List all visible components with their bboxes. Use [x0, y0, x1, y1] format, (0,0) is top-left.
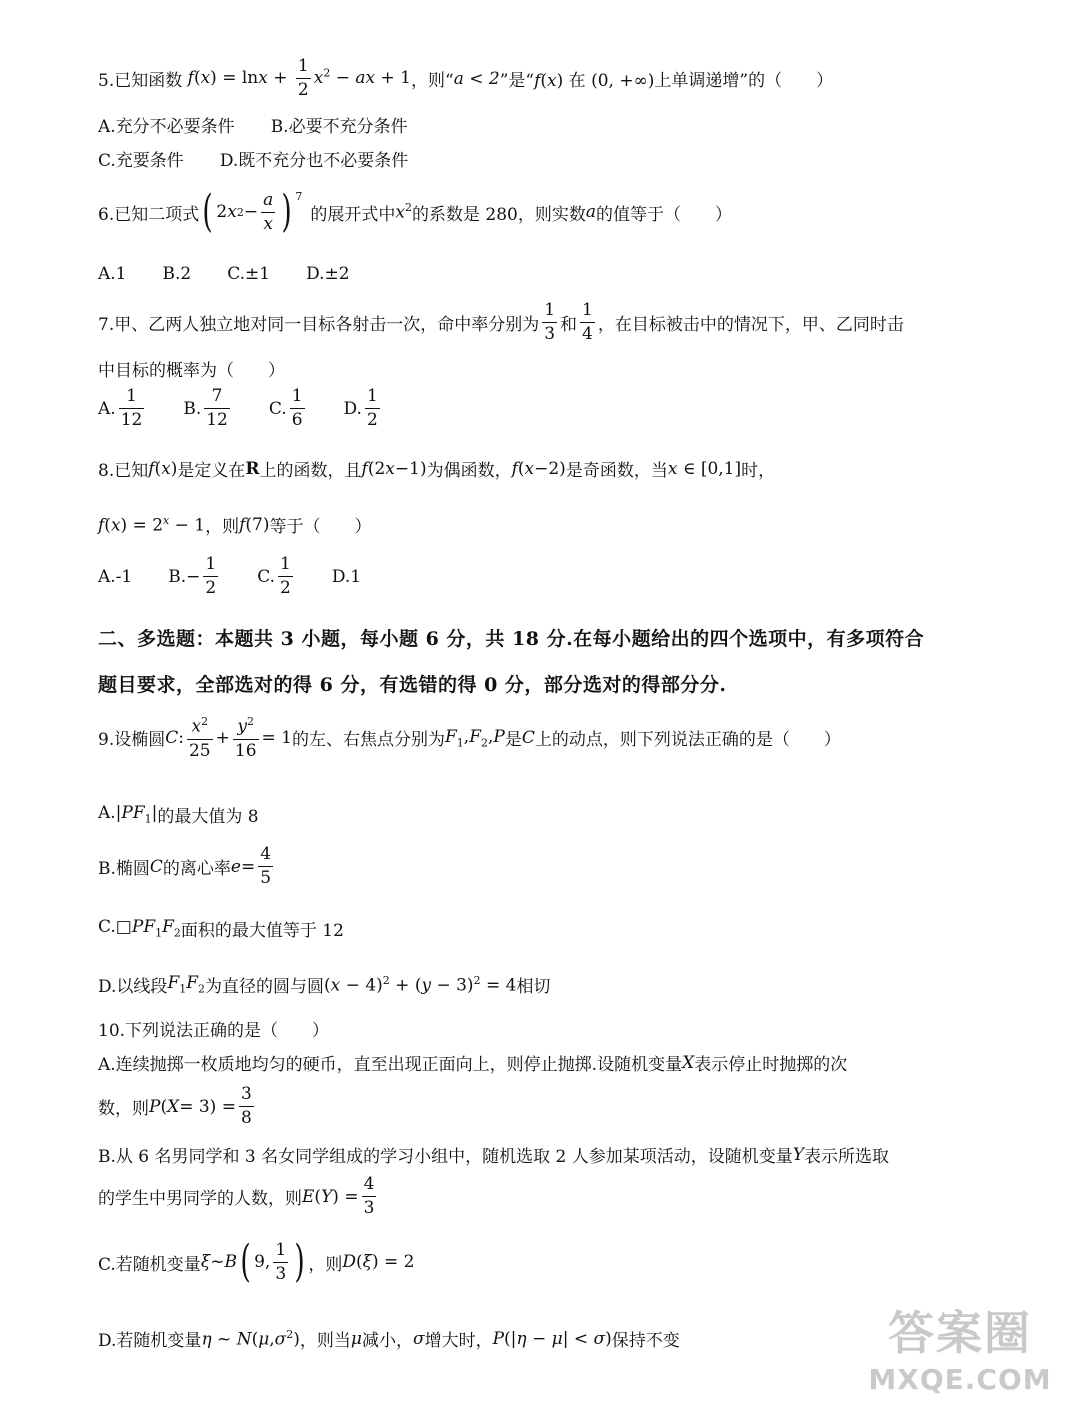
q10-d-text: D.若随机变量 [98, 1331, 202, 1351]
q7-prefix: 7.甲、乙两人独立地对同一目标各射击一次，命中率分别为 [98, 315, 540, 335]
q10-a-text2: 数，则 [98, 1099, 149, 1119]
q10-b-text1b: 表示所选取 [804, 1147, 889, 1167]
q5-mid: ，则“ [411, 71, 454, 91]
q8-options [98, 556, 397, 597]
q5-formula: f(x) = lnx + $\frac{1}{2}$ $x^2$ − ax + 1 [187, 56, 411, 100]
q10-c-text: C.若随机变量 [98, 1254, 201, 1275]
q7-frac-1-4: $\frac{1}{4}$ [582, 300, 593, 344]
q8-stem [98, 456, 775, 481]
q7-option-d[interactable]: D. $\frac{1}{2}$ [343, 386, 378, 430]
q9-option-c[interactable] [98, 916, 344, 941]
q8-f2x1: f(2x−1) [361, 458, 427, 479]
q6-option-b[interactable]: B.2 [162, 264, 192, 284]
section2-heading-2 [98, 670, 727, 697]
q9-c-formula: $C.□PF_1F_2$ [98, 917, 181, 940]
q8-prefix: 8.已知 [98, 461, 149, 481]
watermark-logo [860, 1297, 1060, 1397]
q8-t3: 为偶函数， [426, 461, 512, 481]
q8-f7: f(7) [239, 514, 270, 535]
q7-line2-text: 中目标的概率为（ ） [98, 361, 285, 381]
q6-formula: ( 2 x 2 − $\frac{a}{x}$ ) $^7$ [202, 186, 303, 237]
q6-x2: $x^2$ [395, 201, 412, 223]
q9-c-text: 面积的最大值等于 12 [180, 921, 344, 941]
q10-b-text2: 的学生中男同学的人数，则 [98, 1189, 302, 1209]
q9-C: C [521, 727, 535, 748]
q10-c-text2: ，则 [308, 1254, 343, 1275]
q7-options [98, 388, 419, 429]
q5-option-d[interactable]: D.既不充分也不必要条件 [219, 151, 409, 171]
q8-line2-tail: ，则 [205, 517, 240, 537]
q5-mid2: ”是“ [499, 71, 535, 91]
q9-foci: $F_1,F_2,P$ [444, 726, 505, 750]
q6-option-c[interactable]: C.±1 [227, 264, 271, 284]
q6-option-d[interactable]: D.±2 [306, 264, 350, 284]
q8-option-d[interactable]: D.1 [331, 566, 362, 587]
q10-b-Y: Y [792, 1144, 804, 1165]
q9-d-seg: $F_1F_2$ [167, 973, 206, 996]
section2-line1: 二、多选题：本题共 3 小题，每小题 6 分，共 18 分.在每小题给出的四个选项中，有多项符合 [98, 628, 925, 650]
q10-d-text2: ，则当 [299, 1331, 351, 1351]
q6-tail2: 的值等于（ ） [595, 204, 732, 225]
q10-b-line2 [98, 1176, 379, 1217]
q9-d-circle: $(x - 4)^2 + (y - 3)^2 = 4$ [324, 973, 517, 996]
q5-tail: 上单调递增”的（ ） [654, 71, 834, 91]
q10-d-sigma: σ [412, 1328, 425, 1349]
q8-t1: 是定义在 [177, 461, 246, 481]
q10-c-var: D(ξ) = 2 [342, 1252, 415, 1272]
q10-d-mu: μ [350, 1328, 362, 1349]
q10-d-text4: 增大时， [424, 1331, 493, 1351]
q10-a-X: X [682, 1052, 695, 1073]
q5-stem [98, 58, 833, 99]
q6-options [98, 264, 386, 284]
q10-c[interactable] [98, 1236, 415, 1287]
q5-options-row1 [98, 112, 444, 137]
q8-fx2: f(x−2) [511, 458, 566, 479]
q7-option-c[interactable]: C. $\frac{1}{6}$ [268, 386, 303, 430]
q6-tail: 的系数是 280，则实数 [411, 204, 586, 225]
q10-d[interactable] [98, 1326, 680, 1351]
q5-formula-2: f(x) 在 (0, +∞) [534, 71, 655, 91]
q9-b-text: B.椭圆 [98, 859, 150, 879]
q10-a-line1[interactable] [98, 1050, 847, 1075]
q9-a-formula: $A.|PF_1|$ [98, 803, 158, 826]
q6-var-a: a [585, 202, 596, 222]
q5-condition: a < 2 [453, 68, 500, 89]
q8-option-c[interactable]: C. $\frac{1}{2}$ [257, 554, 291, 598]
q10-d-prob: P(|η − μ| < σ) [492, 1328, 612, 1349]
q8-t4: 是奇函数，当 [565, 461, 668, 481]
q9-option-a[interactable] [98, 802, 259, 827]
q8-fx: f(x) [148, 458, 178, 479]
q9-b-text2: 的离心率 [162, 859, 231, 879]
section2-heading-1 [98, 624, 924, 651]
q9-stem [98, 716, 841, 760]
q10-d-text5: 保持不变 [611, 1331, 680, 1351]
q7-option-a[interactable]: A. $\frac{1}{12}$ [98, 386, 143, 430]
q6-stem [98, 186, 732, 237]
q7-line2 [98, 356, 285, 381]
q8-t2: 上的函数，且 [259, 461, 362, 481]
q6-prefix: 6.已知二项式 [98, 204, 200, 225]
q10-a-line2 [98, 1086, 257, 1127]
q10-title: 10.下列说法正确的是（ ） [98, 1021, 330, 1041]
watermark-logo-text: 答案圈 [888, 1306, 1032, 1360]
q10-b-text1: B.从 6 名男同学和 3 名女同学组成的学习小组中，随机选取 2 人参加某项活动，设随机变量 [98, 1147, 793, 1167]
q9-option-b[interactable] [98, 846, 276, 887]
q10-d-text3: 减小， [361, 1331, 413, 1351]
q8-t5: 时， [741, 461, 776, 481]
q9-t3: 上的动点，则下列说法正确的是（ ） [534, 730, 841, 751]
q7-and: 和 [560, 315, 578, 335]
q5-option-a[interactable]: A.充分不必要条件 [98, 117, 235, 137]
q8-option-b[interactable]: B.− $\frac{1}{2}$ [168, 554, 217, 598]
q9-d-text3: 相切 [516, 977, 551, 997]
q9-t1: 的左、右焦点分别为 [291, 730, 445, 751]
q10-a-text1b: 表示停止时抛掷的次 [694, 1055, 848, 1075]
q10-stem [98, 1016, 329, 1041]
q9-d-text: D.以线段 [98, 977, 168, 997]
q8-option-a[interactable]: A.-1 [98, 566, 133, 587]
q9-b-C: C [149, 856, 163, 877]
q5-option-c[interactable]: C.充要条件 [98, 151, 184, 171]
q7-frac-1-3: $\frac{1}{3}$ [544, 300, 556, 344]
q8-def: $f(x) = 2^x - 1$ [98, 513, 206, 536]
q9-b-formula: e = $\frac{4}{5}$ [230, 844, 272, 888]
q8-real-set: R [245, 458, 260, 479]
q9-option-d[interactable] [98, 972, 550, 997]
q10-a-text1: A.连续抛掷一枚质地均匀的硬币，直至出现正面向上，则停止抛掷.设随机变量 [98, 1055, 683, 1075]
section2-line2: 题目要求，全部选对的得 6 分，有选错的得 0 分，部分选对的得部分分. [98, 674, 727, 696]
q7-option-b[interactable]: B. $\frac{7}{12}$ [183, 386, 228, 430]
watermark-url: MXQE.COM [868, 1363, 1052, 1396]
q5-options-row2 [98, 146, 444, 171]
q8-line2-end: 等于（ ） [269, 517, 372, 537]
q10-b-line1[interactable] [98, 1142, 889, 1167]
q8-domain: x ∈ [0,1] [667, 458, 742, 479]
q9-ellipse: C : $\frac{x^2}{25}$ + $\frac{y^2}{16}$ = 1 [165, 715, 292, 761]
q5-option-b[interactable]: B.必要不充分条件 [270, 117, 408, 137]
q9-a-text: 的最大值为 8 [157, 807, 259, 827]
q10-b-formula: E ( Y ) = $\frac{4}{3}$ [302, 1174, 375, 1218]
q8-line2 [98, 512, 372, 537]
q10-a-formula: P ( X = 3) = $\frac{3}{8}$ [149, 1084, 252, 1128]
q9-d-text2: 为直径的圆与圆 [205, 977, 325, 997]
q10-c-formula: ξ ~ B ( 9, $\frac{1}{3}$ ) [200, 1236, 305, 1287]
q9-prefix: 9.设椭圆 [98, 730, 166, 751]
q10-d-formula: η ~ $N(\mu,\sigma^2)$ [201, 1327, 300, 1350]
q6-option-a[interactable]: A.1 [98, 264, 127, 284]
q5-prefix: 5.已知函数 [98, 71, 183, 91]
q7-stem [98, 302, 904, 343]
q7-tail: ，在目标被击中的情况下，甲、乙同时击 [597, 315, 904, 335]
q9-t2: 是 [504, 730, 522, 751]
q6-mid: 的展开式中 [310, 204, 396, 225]
